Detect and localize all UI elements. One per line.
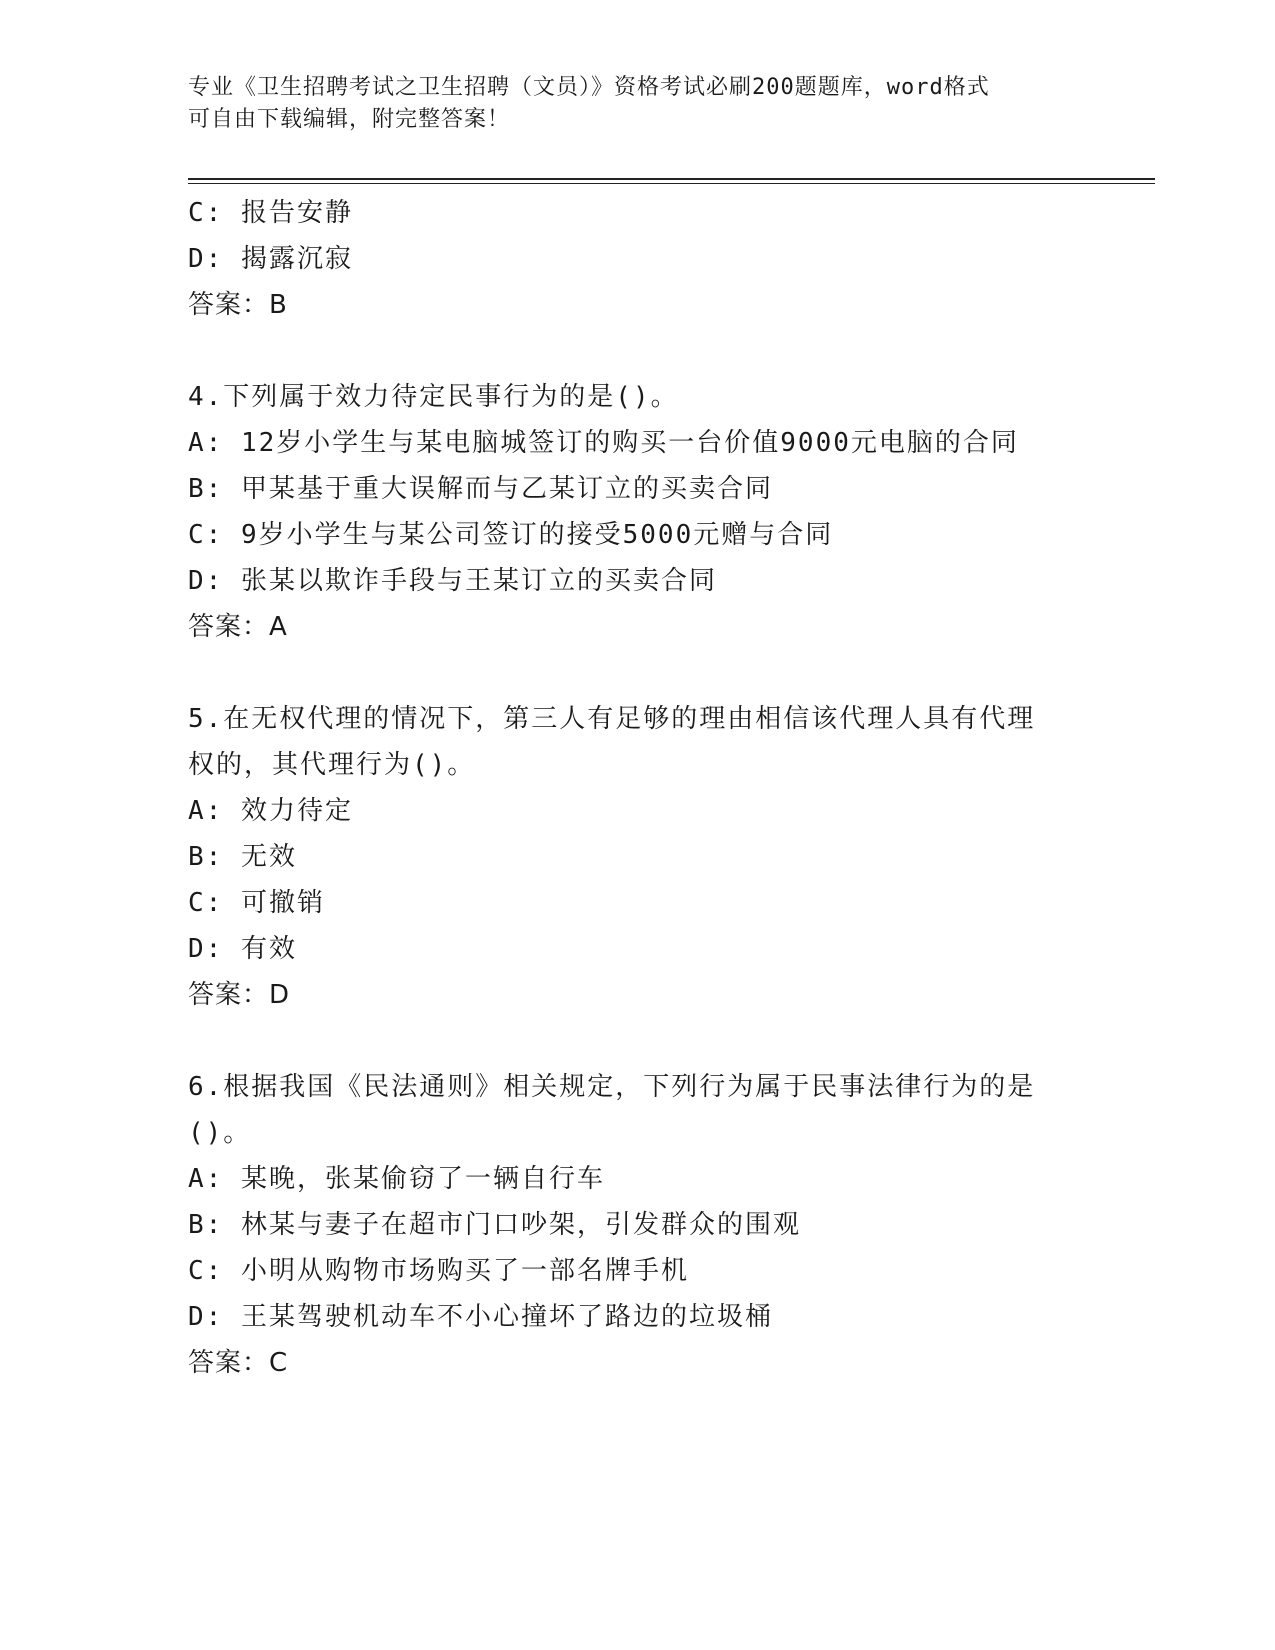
q4-option-b: B: 甲某基于重大误解而与乙某订立的买卖合同 xyxy=(188,474,773,504)
question-3-tail xyxy=(188,190,1088,328)
q6-option-d: D: 王某驾驶机动车不小心撞坏了路边的垃圾桶 xyxy=(188,1302,773,1332)
page-header xyxy=(188,72,1068,136)
document-body xyxy=(188,190,1088,1386)
q4-option-d: D: 张某以欺诈手段与王某订立的买卖合同 xyxy=(188,566,717,596)
header-divider-thin xyxy=(188,183,1155,184)
q3-option-c: C: 报告安静 xyxy=(188,198,353,228)
question-4 xyxy=(188,374,1088,650)
q5-stem-line-2: 权的，其代理行为()。 xyxy=(188,750,476,780)
q5-answer: 答案：D xyxy=(188,980,291,1010)
q5-option-d: D: 有效 xyxy=(188,934,297,964)
q4-option-a: A: 12岁小学生与某电脑城签订的购买一台价值9000元电脑的合同 xyxy=(188,428,1019,458)
spacer xyxy=(188,328,1088,374)
q6-stem-line-2: ()。 xyxy=(188,1118,252,1148)
q6-option-a: A: 某晚，张某偷窃了一辆自行车 xyxy=(188,1164,605,1194)
q4-answer: 答案：A xyxy=(188,612,288,642)
q5-stem-line-1: 5.在无权代理的情况下，第三人有足够的理由相信该代理人具有代理 xyxy=(188,704,1036,734)
q4-option-c: C: 9岁小学生与某公司签订的接受5000元赠与合同 xyxy=(188,520,834,550)
q5-option-b: B: 无效 xyxy=(188,842,297,872)
q5-option-a: A: 效力待定 xyxy=(188,796,353,826)
q4-stem: 4.下列属于效力待定民事行为的是()。 xyxy=(188,382,679,412)
spacer xyxy=(188,1018,1088,1064)
question-6 xyxy=(188,1064,1088,1386)
q5-option-c: C: 可撤销 xyxy=(188,888,325,918)
q6-option-b: B: 林某与妻子在超市门口吵架，引发群众的围观 xyxy=(188,1210,801,1240)
q3-option-d: D: 揭露沉寂 xyxy=(188,244,353,274)
question-5 xyxy=(188,696,1088,1018)
header-divider xyxy=(188,178,1155,180)
q6-option-c: C: 小明从购物市场购买了一部名牌手机 xyxy=(188,1256,689,1286)
header-title-line-2: 可自由下载编辑，附完整答案！ xyxy=(188,107,511,132)
q3-answer: 答案：B xyxy=(188,290,288,320)
q6-stem-line-1: 6.根据我国《民法通则》相关规定，下列行为属于民事法律行为的是 xyxy=(188,1072,1036,1102)
header-title-line-1: 专业《卫生招聘考试之卫生招聘（文员）》资格考试必刷200题题库，word格式 xyxy=(188,75,990,100)
spacer xyxy=(188,650,1088,696)
q6-answer: 答案：C xyxy=(188,1348,289,1378)
